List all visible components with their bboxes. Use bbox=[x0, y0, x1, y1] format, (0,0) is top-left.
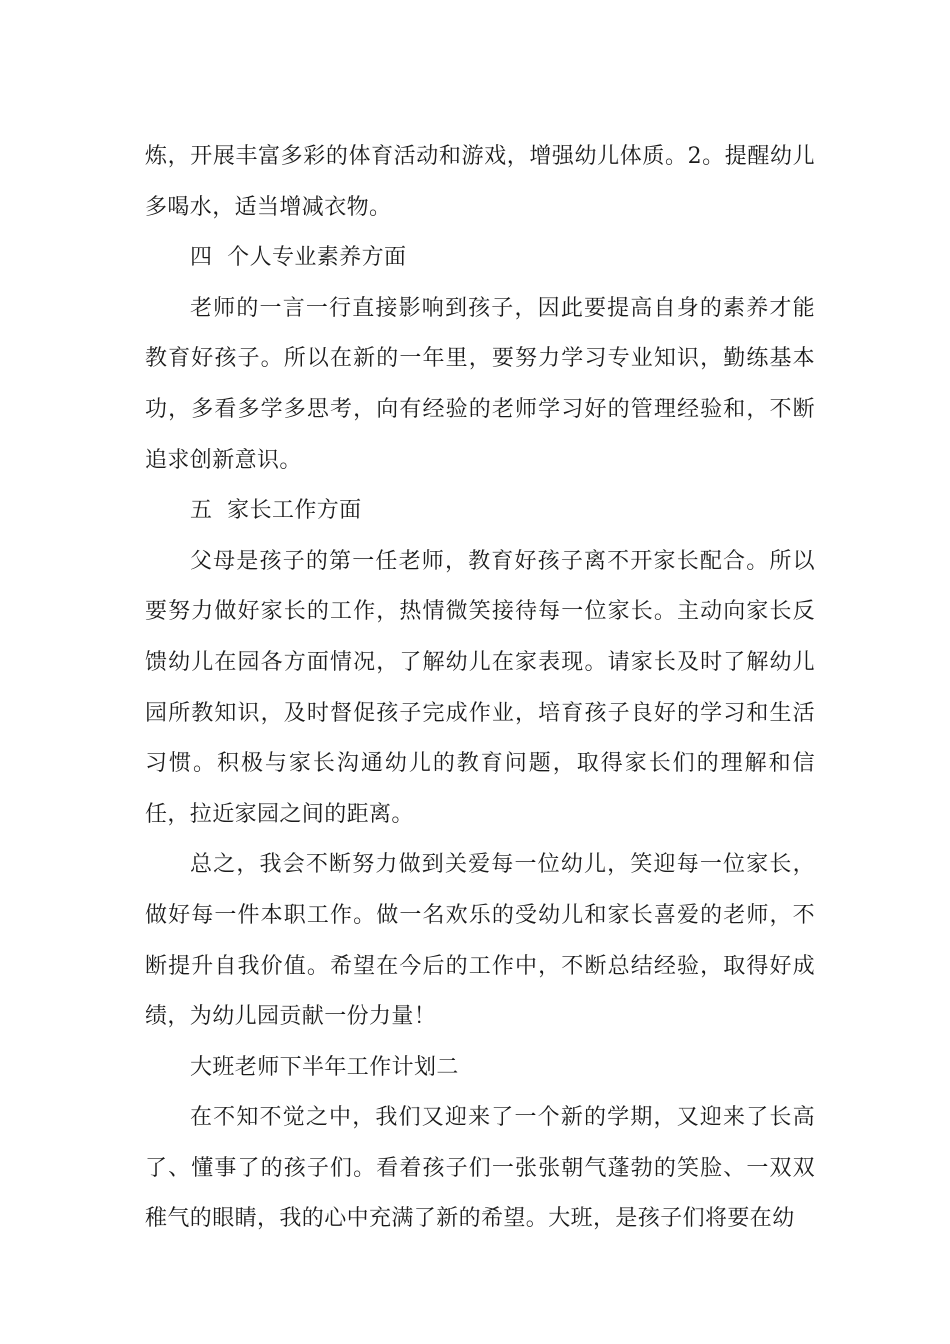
section-heading-professional: 四 个人专业素养方面 bbox=[190, 245, 407, 271]
paragraph-summary: 总之，我会不断努力做到关爱每一位幼儿，笑迎每一位家长，做好每一件本职工作。做一名欢乐的受幼儿和家长喜爱的老师，不断提升自我价值。希望在今后的工作中，不断总结经验，取得好成绩，为幼儿园贡献一份力量！ bbox=[145, 852, 815, 1030]
document-subtitle-plan-two: 大班老师下半年工作计划二 bbox=[190, 1054, 459, 1080]
section-heading-parents: 五 家长工作方面 bbox=[190, 498, 362, 524]
paragraph-professional: 老师的一言一行直接影响到孩子，因此要提高自身的素养才能教育好孩子。所以在新的一年里，要努力学习专业知识，勤练基本功，多看多学多思考，向有经验的老师学习好的管理经验和，不断追求创新意识。 bbox=[145, 295, 815, 473]
paragraph-parents: 父母是孩子的第一任老师，教育好孩子离不开家长配合。所以要努力做好家长的工作，热情微笑接待每一位家长。主动向家长反馈幼儿在园各方面情况，了解幼儿在家表现。请家长及时了解幼儿园所教知识，及时督促孩子完成作业，培育孩子良好的学习和生活习惯。积极与家长沟通幼儿的教育问题，取得家长们的理解和信任，拉近家园之间的距离。 bbox=[145, 548, 815, 827]
document-body bbox=[145, 132, 815, 1245]
paragraph-plan-two-intro: 在不知不觉之中，我们又迎来了一个新的学期，又迎来了长高了、懂事了的孩子们。看着孩子们一张张朝气蓬勃的笑脸、一双双稚气的眼睛，我的心中充满了新的希望。大班，是孩子们将要在幼 bbox=[145, 1105, 815, 1232]
paragraph-health-continued: 炼，开展丰富多彩的体育活动和游戏，增强幼儿体质。2。提醒幼儿多喝水，适当增减衣物。 bbox=[145, 144, 815, 220]
